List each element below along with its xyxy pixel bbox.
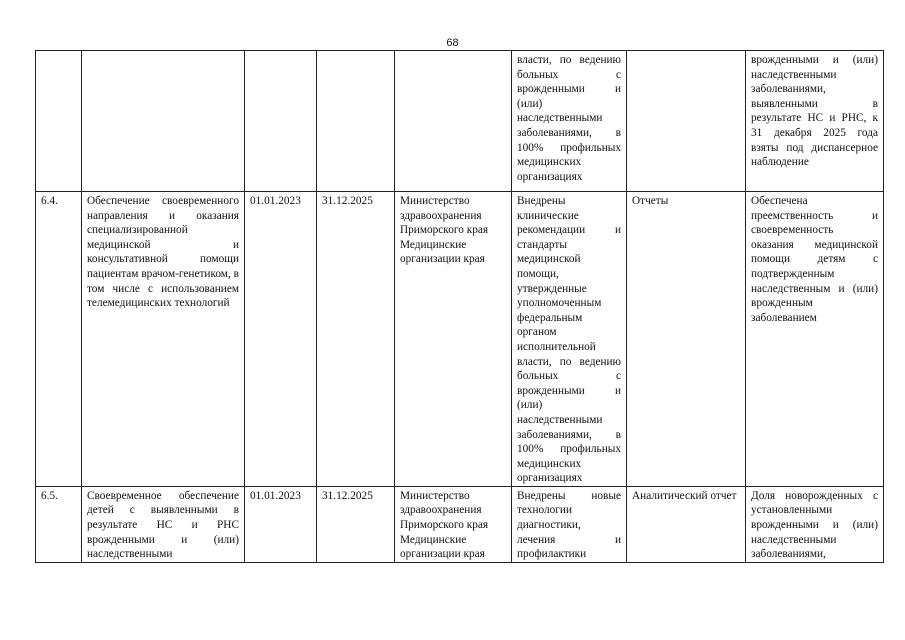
cell-activity: Обеспечение своевременного направления и оказания специализированной медицинской и консультативной помощи пациентам врачом-генетиком, в том числе с использованием телемедицинских технологий [82, 192, 245, 487]
cell-number [36, 51, 82, 192]
cell-report [627, 51, 746, 192]
cell-activity-text: Своевременное обеспечение детей с выявленными в результате НС и РНС врожденными и (или) наследственными [87, 489, 239, 561]
cell-result [746, 486, 884, 562]
cell-start-date: 01.01.2023 [245, 486, 317, 562]
cell-result-text: Доля новорожденных с установленными врожденными и (или) наследственными заболеваниями, [751, 489, 878, 561]
cell-number: 6.5. [36, 486, 82, 562]
cell-executor [395, 51, 512, 192]
cell-activity [82, 51, 245, 192]
cell-end-date [317, 51, 395, 192]
page-number: 68 [446, 37, 459, 49]
cell-report: Отчеты [627, 192, 746, 487]
table-row [36, 51, 884, 192]
cell-activity [82, 486, 245, 562]
table-row [36, 486, 884, 562]
cell-result: Обеспечена преемственность и своевременность оказания медицинской помощи детям с подтвержденным наследственным и (или) врожденным заболеванием [746, 192, 884, 487]
cell-end-date: 31.12.2025 [317, 486, 395, 562]
cell-result: врожденными и (или) наследственными заболеваниями, выявленными в результате НС и РНС, к 31 декабря 2025 года взяты под диспансерное наблюдение [746, 51, 884, 192]
cell-executor: Министерство здравоохранения Приморского края Медицинские организации края [395, 192, 512, 487]
cell-indicator: Внедрены новые технологии диагностики, лечения и профилактики [512, 486, 627, 562]
cell-number: 6.4. [36, 192, 82, 487]
activity-plan-table [35, 50, 884, 563]
cell-report: Аналитический отчет [627, 486, 746, 562]
table-row [36, 192, 884, 487]
cell-end-date: 31.12.2025 [317, 192, 395, 487]
cell-start-date: 01.01.2023 [245, 192, 317, 487]
cell-indicator: Внедрены клинические рекомендации и стандарты медицинской помощи, утвержденные уполномоченным федеральным органом исполнительной власти, по ведению больных с врожденными и (или) наследственными заболеваниями, в 100% профильных медицинских организациях [512, 192, 627, 487]
cell-executor: Министерство здравоохранения Приморского края Медицинские организации края [395, 486, 512, 562]
cell-indicator: власти, по ведению больных с врожденными и (или) наследственными заболеваниями, в 100% профильных медицинских организациях [512, 51, 627, 192]
cell-start-date [245, 51, 317, 192]
